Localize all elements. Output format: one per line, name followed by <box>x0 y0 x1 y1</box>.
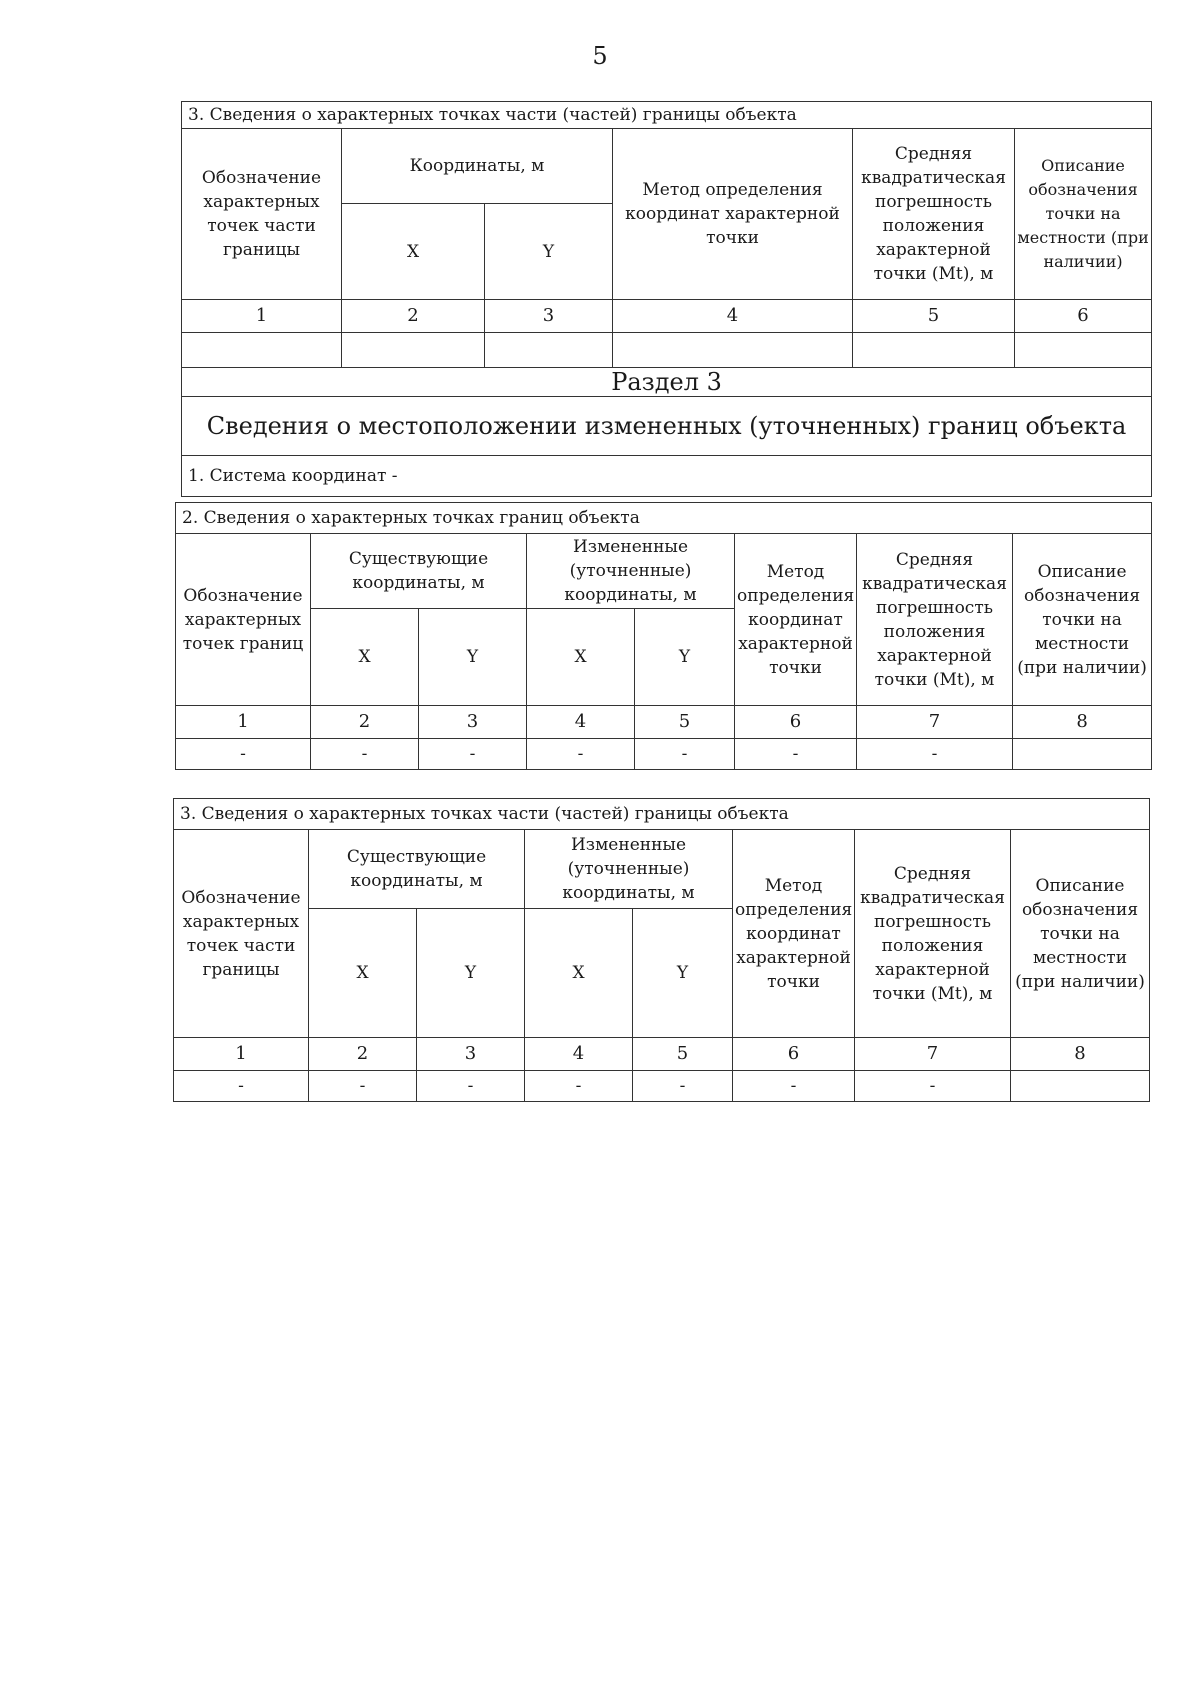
column-number: 3 <box>419 706 527 739</box>
header-y: Y <box>485 204 613 300</box>
razdel-label: Раздел 3 <box>182 368 1152 397</box>
column-number: 4 <box>613 300 853 333</box>
boundary-points-table <box>175 502 1152 770</box>
header-method: Метод определения координат характерной точки <box>733 830 855 1038</box>
empty-cell <box>853 333 1015 368</box>
header-error: Средняя квадратическая погрешность положения характерной точки (Mt), м <box>853 129 1015 300</box>
column-number: 2 <box>309 1038 417 1071</box>
header-y-changed: Y <box>635 609 735 706</box>
header-x-changed: X <box>527 609 635 706</box>
column-number: 4 <box>525 1038 633 1071</box>
table-cell <box>1013 739 1152 770</box>
header-y-existing: Y <box>417 909 525 1038</box>
column-number: 6 <box>735 706 857 739</box>
column-number: 5 <box>853 300 1015 333</box>
header-coordinates: Координаты, м <box>342 129 613 204</box>
table-cell: - <box>633 1071 733 1102</box>
column-number: 6 <box>733 1038 855 1071</box>
header-description: Описание обозначения точки на местности (при наличии) <box>1011 830 1150 1038</box>
header-existing-coordinates: Существующие координаты, м <box>311 534 527 609</box>
column-number: 8 <box>1011 1038 1150 1071</box>
razdel-title: Сведения о местоположении измененных (уточненных) границ объекта <box>182 397 1152 456</box>
header-x-changed: X <box>525 909 633 1038</box>
header-error: Средняя квадратическая погрешность положения характерной точки (Mt), м <box>855 830 1011 1038</box>
column-number: 1 <box>174 1038 309 1071</box>
header-description: Описание обозначения точки на местности (при наличии) <box>1015 129 1152 300</box>
header-existing-coordinates: Существующие координаты, м <box>309 830 525 909</box>
column-number: 7 <box>857 706 1013 739</box>
empty-cell <box>182 333 342 368</box>
part-boundary-points-table <box>181 101 1152 497</box>
table-cell: - <box>525 1071 633 1102</box>
table-cell: - <box>527 739 635 770</box>
column-number: 4 <box>527 706 635 739</box>
header-x: X <box>342 204 485 300</box>
header-designation: Обозначение характерных точек части границы <box>174 830 309 1038</box>
header-y-changed: Y <box>633 909 733 1038</box>
page-number: 5 <box>592 42 608 70</box>
empty-cell <box>485 333 613 368</box>
header-y-existing: Y <box>419 609 527 706</box>
column-number: 1 <box>176 706 311 739</box>
part-boundary-changed-points-table <box>173 798 1150 1102</box>
section-title: 3. Сведения о характерных точках части (частей) границы объекта <box>182 102 1152 129</box>
column-number: 8 <box>1013 706 1152 739</box>
column-number: 3 <box>417 1038 525 1071</box>
column-number: 1 <box>182 300 342 333</box>
column-number: 2 <box>342 300 485 333</box>
table-cell: - <box>419 739 527 770</box>
header-x-existing: X <box>311 609 419 706</box>
empty-cell <box>1015 333 1152 368</box>
column-number: 7 <box>855 1038 1011 1071</box>
empty-cell <box>342 333 485 368</box>
header-changed-coordinates: Измененные (уточненные) координаты, м <box>527 534 735 609</box>
table-cell: - <box>733 1071 855 1102</box>
header-designation: Обозначение характерных точек части границы <box>182 129 342 300</box>
table-cell: - <box>417 1071 525 1102</box>
empty-cell <box>613 333 853 368</box>
table-cell: - <box>311 739 419 770</box>
table-cell: - <box>176 739 311 770</box>
table-cell: - <box>174 1071 309 1102</box>
column-number: 3 <box>485 300 613 333</box>
table-cell: - <box>855 1071 1011 1102</box>
header-method: Метод определения координат характерной точки <box>735 534 857 706</box>
header-error: Средняя квадратическая погрешность положения характерной точки (Mt), м <box>857 534 1013 706</box>
column-number: 2 <box>311 706 419 739</box>
table-cell: - <box>635 739 735 770</box>
header-description: Описание обозначения точки на местности (при наличии) <box>1013 534 1152 706</box>
section-title: 2. Сведения о характерных точках границ объекта <box>176 503 1152 534</box>
header-x-existing: X <box>309 909 417 1038</box>
table-cell: - <box>857 739 1013 770</box>
header-designation: Обозначение характерных точек границ <box>176 534 311 706</box>
section-title: 3. Сведения о характерных точках части (частей) границы объекта <box>174 799 1150 830</box>
column-number: 6 <box>1015 300 1152 333</box>
table-cell: - <box>735 739 857 770</box>
table-cell <box>1011 1071 1150 1102</box>
coordinate-system: 1. Система координат - <box>182 456 1152 497</box>
column-number: 5 <box>633 1038 733 1071</box>
column-number: 5 <box>635 706 735 739</box>
table-cell: - <box>309 1071 417 1102</box>
header-method: Метод определения координат характерной точки <box>613 129 853 300</box>
header-changed-coordinates: Измененные (уточненные) координаты, м <box>525 830 733 909</box>
